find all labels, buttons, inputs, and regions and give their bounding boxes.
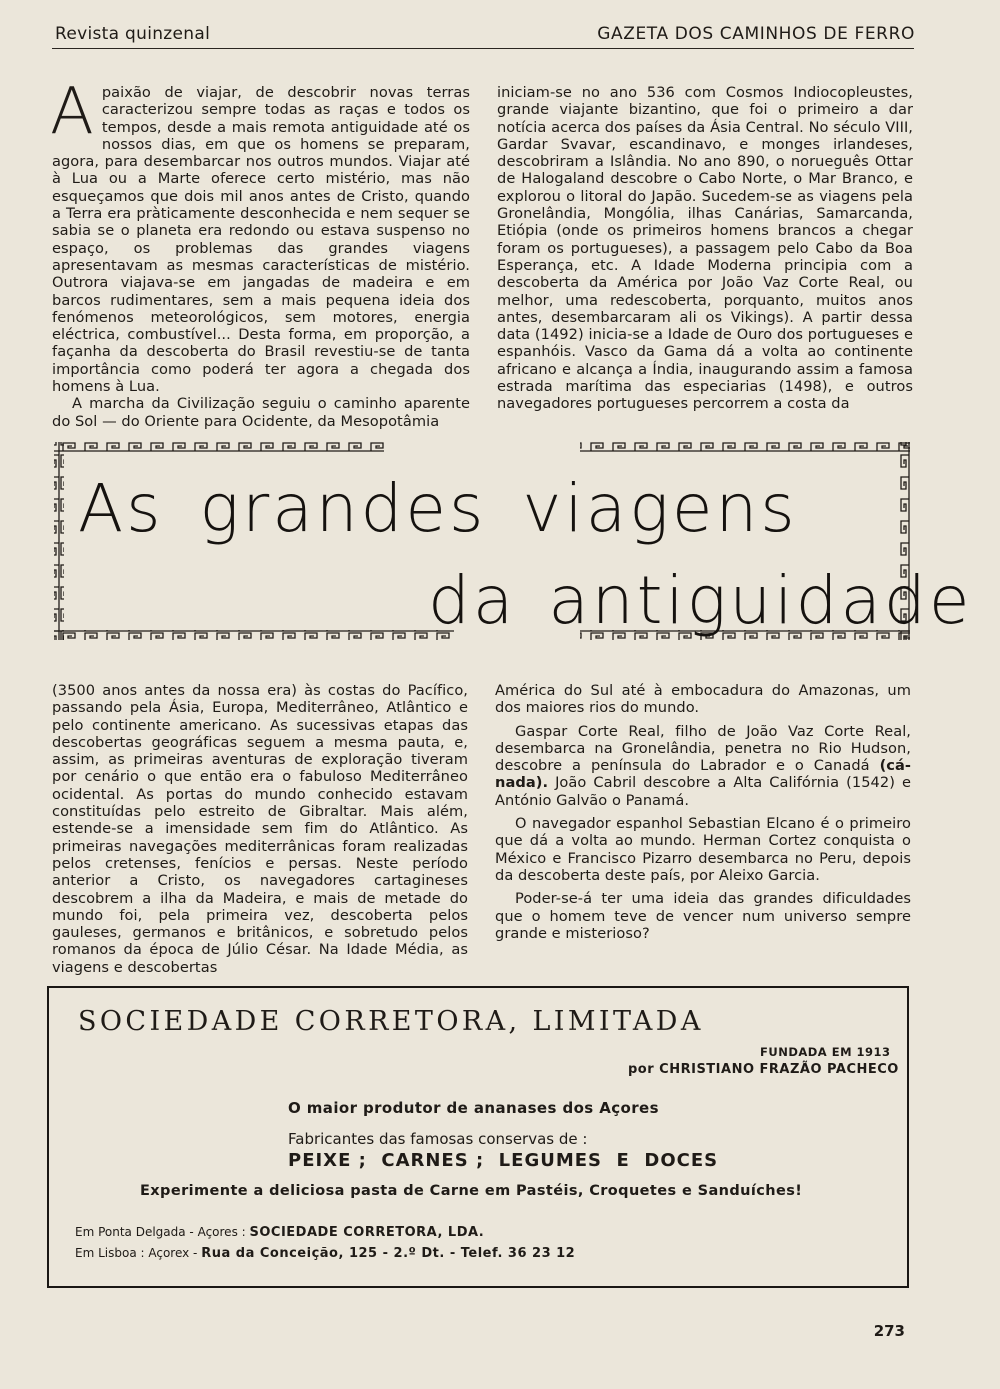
- page-number: 273: [873, 1322, 905, 1340]
- ad-products: PEIXE ; CARNES ; LEGUMES E DOCES: [288, 1150, 719, 1171]
- article-paragraph: Gaspar Corte Real, filho de João Vaz Corte Real, desembarca na Gronelândia, penetra no Rio Hudson, descobre a península do Labrador e o Canadá (cá-nada). João Cabril descobre a Alta Califórnia (1542) e António Galvão o Panamá.: [495, 722, 911, 809]
- magazine-periodicity: Revista quinzenal: [55, 24, 211, 44]
- ad-founder: por CHRISTIANO FRAZÃO PACHECO: [628, 1062, 899, 1077]
- frame-border-top-left: [54, 442, 384, 452]
- article-paragraph: (3500 anos antes da nossa era) às costas do Pacífico, passando pela Ásia, Europa, Mediterrâneo, Atlântico e pelo continente americano. As sucessivas etapas das descobertas geográficas seguem a mesma pauta, e, assim, as primeiras aventuras de exploração tiveram por cenário o que então era o fabuloso Mediterrâneo ocidental. As portas do mundo conhecido estavam constituídas pelo estreito de Gibraltar. Mais além, estende-se a imensidade sem fim do Atlântico. As primeiras navegações mediterrânicas foram realizadas pelos cretenses, fenícios e persas. Neste período anterior a Cristo, os navegadores cartagineses descobrem a ilha da Madeira, e mais de metade do mundo foi, pela primeira vez, descoberta pelos gauleses, germanos e britânicos, e sobretudo pelos romanos da época de Júlio César. Na Idade Média, as viagens e descobertas: [52, 682, 468, 976]
- frame-border-bottom-left: [54, 630, 454, 640]
- article-paragraph: O navegador espanhol Sebastian Elcano é o primeiro que dá a volta ao mundo. Herman Cortez conquista o México e Francisco Pizarro desembarca no Peru, depois da descoberta deste país, por Aleixo Garcia.: [495, 815, 911, 884]
- ad-company-name: SOCIEDADE CORRETORA, LIMITADA: [78, 1006, 704, 1037]
- ad-makers-intro: Fabricantes das famosas conservas de :: [288, 1130, 588, 1148]
- article-column-bottom-left: [52, 682, 468, 976]
- article-paragraph: América do Sul até à embocadura do Amazonas, um dos maiores rios do mundo.: [495, 682, 911, 717]
- article-column-top-left: [50, 75, 470, 430]
- article-title-line-2: da antiguidade: [428, 562, 973, 639]
- ad-try-line: Experimente a deliciosa pasta de Carne em Pastéis, Croquetes e Sanduíches!: [140, 1183, 803, 1199]
- ad-lisboa: Em Lisboa : Açorex - Rua da Conceição, 125 - 2.º Dt. - Telef. 36 23 12: [75, 1246, 576, 1261]
- article-paragraph: Apaixão de viajar, de descobrir novas terras caracterizou sempre todas as raças e todos os tempos, desde a mais remota antiguidade até os nossos dias, em que os homens se preparam, agora, para desembarcar nos outros mundos. Viajar até à Lua ou a Marte oferece certo mistério, mas não esqueçamos que dois mil anos antes de Cristo, quando a Terra era pràticamente desconhecida e nem sequer se sabia se o planeta era redondo ou estava suspenso no espaço, os problemas das grandes viagens apresentavam as mesmas características de mistério. Outrora viajava-se em jangadas de madeira e em barcos rudimentares, sem a mais pequena ideia dos fenómenos meteorológicos, sem motores, energia eléctrica, combustível... Desta forma, em proporção, a façanha da descoberta do Brasil revestiu-se de tanta importância como poderá ter agora a chegada dos homens à Lua.: [50, 75, 470, 396]
- magazine-title: GAZETA DOS CAMINHOS DE FERRO: [597, 24, 915, 44]
- article-paragraph: A marcha da Civilização seguiu o caminho aparente do Sol — do Oriente para Ocidente, da Mesopotâmia: [52, 395, 470, 430]
- article-paragraph: Poder-se-á ter uma ideia das grandes dificuldades que o homem teve de vencer num universo sempre grande e misterioso?: [495, 890, 911, 942]
- frame-border-left: [54, 442, 64, 640]
- ad-tagline: O maior produtor de ananases dos Açores: [288, 1099, 659, 1117]
- ad-founded: FUNDADA EM 1913: [760, 1045, 891, 1059]
- drop-cap: A: [50, 75, 94, 149]
- header-rule: [52, 48, 914, 49]
- ad-ponta-delgada: Em Ponta Delgada - Açores : SOCIEDADE CORRETORA, LDA.: [75, 1225, 485, 1240]
- frame-border-top-right: [580, 442, 910, 452]
- article-column-bottom-right: [495, 682, 911, 942]
- article-title-line-1: As grandes viagens: [78, 470, 798, 547]
- article-paragraph: iniciam-se no ano 536 com Cosmos Indiocopleustes, grande viajante bizantino, que foi o primeiro a dar notícia acerca dos países da Ásia Central. No século VIII, Gardar Svavar, escandinavo, e monges irlandeses, descobriram a Islândia. No ano 890, o norueguês Ottar de Halogaland descobre o Cabo Norte, o Mar Branco, e explorou o litoral do Japão. Sucedem-se as viagens pela Gronelândia, Mongólia, ilhas Canárias, Samarcanda, Etiópia (onde os primeiros homens brancos a chegar foram os portugueses), a passagem pelo Cabo da Boa Esperança, etc. A Idade Moderna principia com a descoberta da América por João Vaz Corte Real, ou melhor, uma redescoberta, porquanto, muitos anos antes, desembarcaram ali os Vikings). A partir dessa data (1492) inicia-se a Idade de Ouro dos portugueses e espanhóis. Vasco da Gama dá a volta ao continente africano e alcança a Índia, inaugurando assim a famosa estrada marítima das especiarias (1498), e outros navegadores portugueses percorrem a costa da: [497, 84, 913, 413]
- article-column-top-right: [497, 84, 913, 413]
